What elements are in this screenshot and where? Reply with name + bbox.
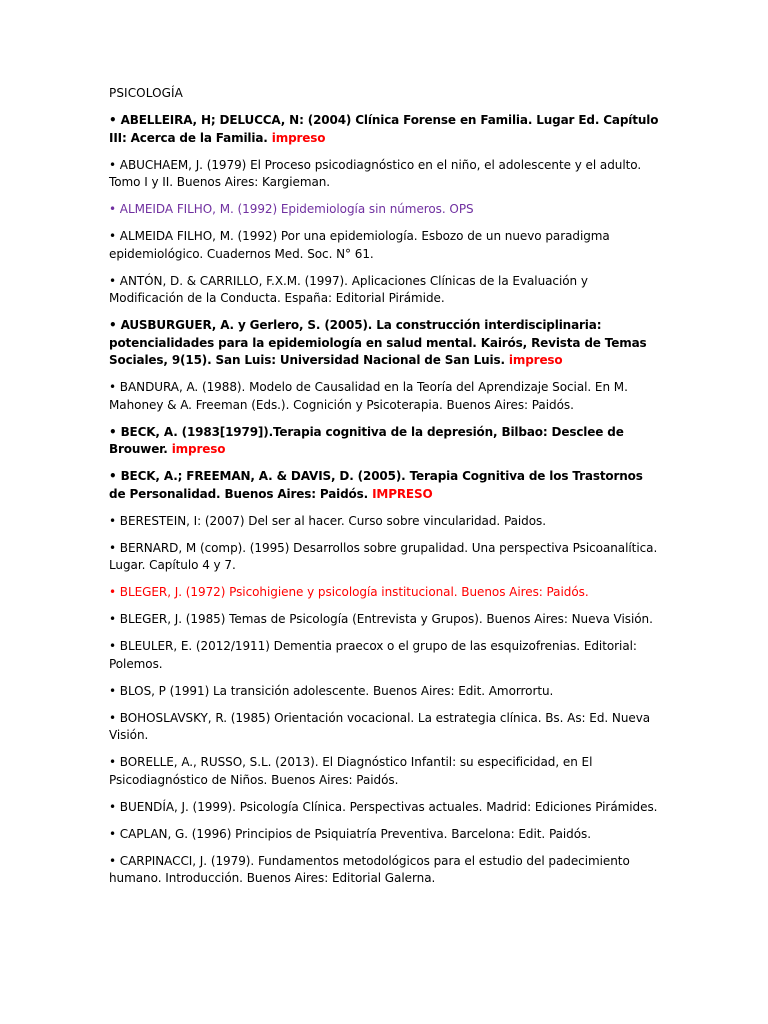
bibliography-list <box>109 112 659 897</box>
reference-text: BOHOSLAVSKY, R. (1985) Orientación vocacional. La estrategia clínica. Bs. As: Ed. Nueva Visión. <box>109 710 651 742</box>
list-item <box>109 157 659 192</box>
document-title: PSICOLOGÍA <box>109 86 183 100</box>
reference-text: BLEGER, J. (1972) Psicohigiene y psicología institucional. Buenos Aires: Paidós. <box>119 585 589 599</box>
bullet-icon: • <box>109 585 117 599</box>
bullet-icon: • <box>109 639 117 653</box>
reference-text: CAPLAN, G. (1996) Principios de Psiquiatría Preventiva. Barcelona: Edit. Paidós. <box>119 826 592 841</box>
bullet-icon: • <box>109 710 117 725</box>
bullet-icon: • <box>109 273 117 288</box>
bullet-icon: • <box>109 755 117 769</box>
list-item <box>109 201 659 219</box>
list-item <box>109 424 659 459</box>
list-item <box>109 273 659 308</box>
list-item <box>109 540 659 575</box>
reference-text: BLEULER, E. (2012/1911) Dementia praecox o el grupo de las esquizofrenias. Editorial: Polemos. <box>109 639 637 671</box>
list-item <box>109 513 659 531</box>
reference-text: BORELLE, A., RUSSO, S.L. (2013). El Diagnóstico Infantil: su especificidad, en El Psicodiagnóstico de Niños. Buenos Aires: Paidós. <box>109 755 593 787</box>
reference-text: ALMEIDA FILHO, M. (1992) Por una epidemiología. Esbozo de un nuevo paradigma epidemiológico. Cuadernos Med. Soc. N° 61. <box>109 229 610 261</box>
reference-text: BERESTEIN, I: (2007) Del ser al hacer. Curso sobre vincularidad. Paidos. <box>119 513 547 528</box>
status-tag: IMPRESO <box>372 486 433 501</box>
bullet-icon: • <box>109 540 117 555</box>
list-item <box>109 638 659 673</box>
list-item <box>109 853 659 888</box>
bullet-icon: • <box>109 826 117 841</box>
bullet-icon: • <box>109 683 117 698</box>
reference-text: AUSBURGUER, A. y Gerlero, S. (2005). La construcción interdisciplinaria: potencialidades para la epidemiología en salud mental. Kairós, Revista de Temas Sociales, 9(15). San Luis: Universidad Nacional de San Luis. <box>109 318 647 367</box>
reference-text: BECK, A.; FREEMAN, A. & DAVIS, D. (2005). Terapia Cognitiva de los Trastornos de Personalidad. Buenos Aires: Paidós. <box>109 469 643 501</box>
list-item <box>109 611 659 629</box>
reference-text: ANTÓN, D. & CARRILLO, F.X.M. (1997). Aplicaciones Clínicas de la Evaluación y Modificación de la Conducta. España: Editorial Pirámide. <box>109 273 588 305</box>
reference-text: BANDURA, A. (1988). Modelo de Causalidad en la Teoría del Aprendizaje Social. En M. Mahoney & A. Freeman (Eds.). Cognición y Psicoterapia. Buenos Aires: Paidós. <box>109 380 628 412</box>
bullet-icon: • <box>109 113 117 127</box>
list-item <box>109 754 659 789</box>
list-item <box>109 826 659 844</box>
reference-text: BUENDÍA, J. (1999). Psicología Clínica. Perspectivas actuales. Madrid: Ediciones Pirámides. <box>119 799 658 814</box>
bullet-icon: • <box>109 612 117 626</box>
list-item <box>109 317 659 370</box>
status-tag: impreso <box>171 442 226 456</box>
list-item <box>109 112 659 147</box>
reference-text: ALMEIDA FILHO, M. (1992) Epidemiología sin números. OPS <box>119 202 474 216</box>
reference-text: CARPINACCI, J. (1979). Fundamentos metodológicos para el estudio del padecimiento humano. Introducción. Buenos Aires: Editorial Galerna. <box>109 853 630 885</box>
reference-text: BERNARD, M (comp). (1995) Desarrollos sobre grupalidad. Una perspectiva Psicoanalítica. Lugar. Capítulo 4 y 7. <box>109 540 658 572</box>
bullet-icon: • <box>109 853 117 868</box>
bullet-icon: • <box>109 318 117 332</box>
list-item <box>109 710 659 745</box>
bullet-icon: • <box>109 202 117 216</box>
reference-text: BECK, A. (1983[1979]).Terapia cognitiva de la depresión, Bilbao: Desclee de Brouwer. <box>109 424 624 456</box>
bullet-icon: • <box>109 469 117 483</box>
list-item <box>109 228 659 263</box>
bullet-icon: • <box>109 424 117 439</box>
list-item <box>109 379 659 414</box>
bullet-icon: • <box>109 380 117 394</box>
list-item <box>109 683 659 701</box>
bullet-icon: • <box>109 799 117 814</box>
bullet-icon: • <box>109 229 117 243</box>
list-item <box>109 468 659 503</box>
bullet-icon: • <box>109 157 117 172</box>
list-item <box>109 584 659 602</box>
reference-text: ABELLEIRA, H; DELUCCA, N: (2004) Clínica Forense en Familia. Lugar Ed. Capítulo III: Acerca de la Familia. <box>109 113 659 145</box>
status-tag: impreso <box>508 353 563 367</box>
bullet-icon: • <box>109 513 117 528</box>
status-tag: impreso <box>271 130 326 145</box>
reference-text: BLEGER, J. (1985) Temas de Psicología (Entrevista y Grupos). Buenos Aires: Nueva Visión. <box>119 612 653 626</box>
reference-text: BLOS, P (1991) La transición adolescente. Buenos Aires: Edit. Amorrortu. <box>119 683 554 698</box>
reference-text: ABUCHAEM, J. (1979) El Proceso psicodiagnóstico en el niño, el adolescente y el adulto. Tomo I y II. Buenos Aires: Kargieman. <box>109 157 642 189</box>
list-item <box>109 799 659 817</box>
